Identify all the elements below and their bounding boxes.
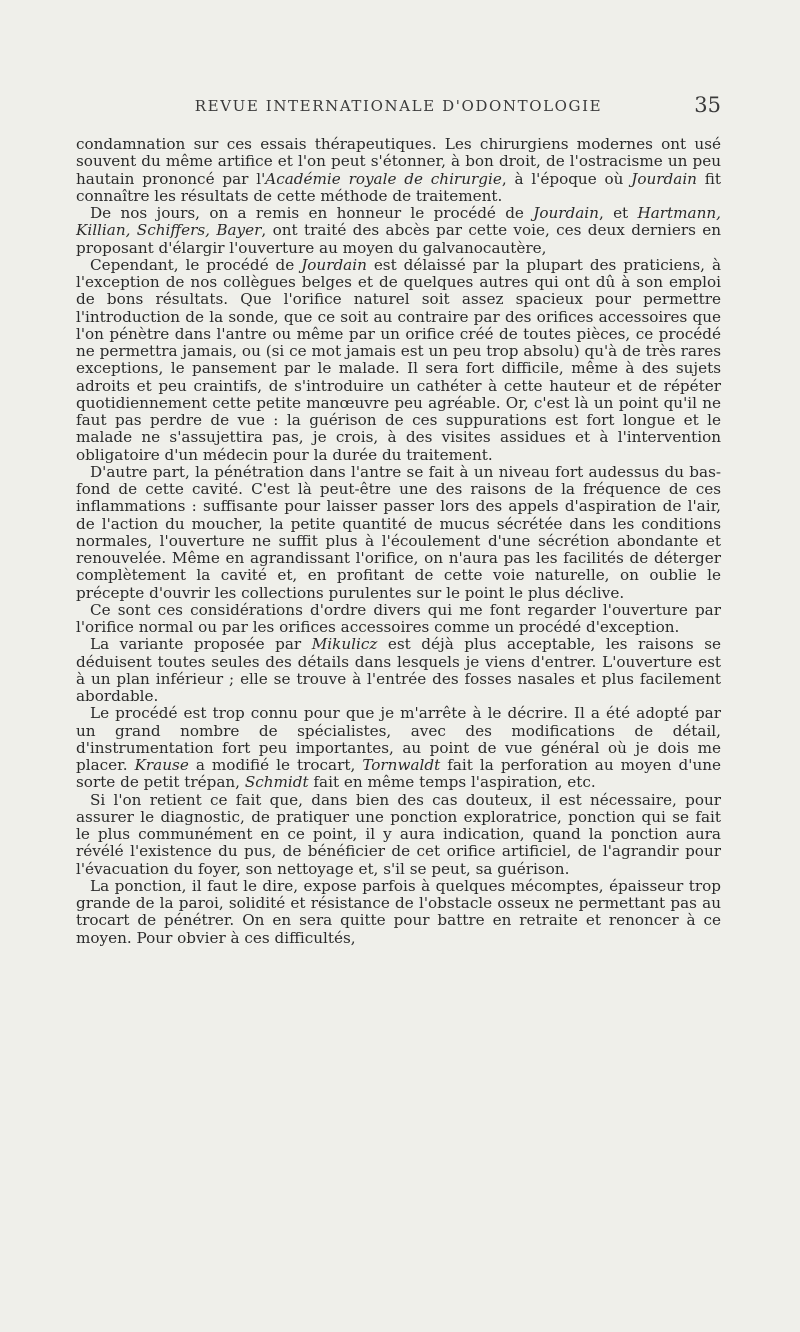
running-title: REVUE INTERNATIONALE D'ODONTOLOGIE bbox=[194, 97, 603, 115]
text-run: D'autre part, la pénétration dans l'antre se fait à un niveau fort audessus du bas-fond de cette cavité. C'est là peut-être une des raisons de la fréquence de ces inflammations : suffisante pour laisser passer lors des appels d'aspiration de l'air, de l'action du moucher, la petite quantité de mucus sécrétée dans les conditions normales, l'ouverture ne suffit plus à l'écoulement d'une sécrétion abondante et renouvelée. Même en agrandissant l'orifice, on n'aura pas les facilités de déterger complètement la cavité et, en profitant de cette voie naturelle, on oublie le précepte d'ouvrir les collections purulentes sur le point le plus déclive. bbox=[76, 462, 721, 602]
italic-name: Jourdain bbox=[533, 204, 599, 222]
italic-name: Hartmann, Killian, Schiffers, Bayer bbox=[76, 204, 721, 240]
text-run: condamnation sur ces essais thérapeutiques. Les chirurgiens modernes ont usé souvent du même artifice et l'on peut s'étonner, à bon droit, de l'ostracisme un peu hautain prononcé par l' bbox=[76, 135, 721, 188]
paragraph bbox=[76, 878, 721, 947]
text-run: Ce sont ces considérations d'ordre divers qui me font regarder l'ouverture par l'orifice normal ou par les orifices accessoires comme un procédé d'exception. bbox=[76, 600, 721, 636]
text-run: Le procédé est trop connu pour que je m'arrête à le décrire. Il a été adopté par un grand nombre de spécialistes, avec des modifications de détail, d'instrumentation fort peu importantes, au point de vue général où je dois me placer. bbox=[76, 704, 721, 774]
paragraph bbox=[76, 205, 721, 257]
text-run: La ponction, il faut le dire, expose parfois à quelques mécomptes, épaisseur trop grande de la paroi, solidité et résistance de l'obstacle osseux ne permettant pas au trocart de pénétrer. On en sera quitte pour battre en retraite et renoncer à ce moyen. Pour obvier à ces difficultés, bbox=[76, 876, 721, 947]
paragraph bbox=[76, 792, 721, 878]
text-run: a modifié le trocart, bbox=[188, 756, 363, 774]
text-run: fit connaître les résultats de cette méthode de traitement. bbox=[76, 169, 722, 205]
text-run: , ont traité des abcès par cette voie, ces deux derniers en proposant d'élargir l'ouverture au moyen du galvanocautère, bbox=[76, 221, 722, 257]
italic-name: Krause bbox=[134, 756, 189, 774]
paragraph bbox=[76, 705, 721, 791]
page-header bbox=[76, 93, 721, 117]
page-number: 35 bbox=[694, 93, 721, 117]
italic-name: Jourdain bbox=[631, 169, 697, 188]
text-run: De nos jours, on a remis en honneur le procédé de bbox=[90, 204, 534, 222]
text-run: fait en même temps l'aspiration, etc. bbox=[308, 773, 596, 792]
paragraph bbox=[76, 464, 721, 602]
italic-name: Schmidt bbox=[244, 773, 309, 792]
italic-name: Tornwaldt bbox=[362, 756, 441, 774]
text-run: fait la perforation au moyen d'une sorte de petit trépan, bbox=[76, 756, 721, 792]
paragraph bbox=[76, 636, 721, 705]
paragraph bbox=[76, 257, 721, 464]
body-text bbox=[76, 136, 721, 947]
text-run: Cependant, le procédé de bbox=[90, 255, 302, 274]
text-run: est déjà plus acceptable, les raisons se déduisent toutes seules des détails dans lesquels je viens d'entrer. L'ouverture est à un plan inférieur ; elle se trouve à l'entrée des fosses nasales et plus facilement abordable. bbox=[76, 635, 721, 705]
text-run: est délaissé par la plupart des praticiens, à l'exception de nos collègues belges et de quelques autres qui ont dû à son emploi de bons résultats. Que l'orifice naturel soit assez spacieux pour permettre l'introduction de la sonde, que ce soit au contraire par des orifices accessoires que l'on pénètre dans l'antre ou même par un orifice créé de toutes pièces, ce procédé ne permettra jamais, ou (si ce mot jamais est un peu trop absolu) qu'à de très rares exceptions, le pansement par le malade. Il sera fort difficile, même à des sujets adroits et peu craintifs, de s'introduire un cathéter à cette hauteur et de répéter quotidiennement cette petite manœuvre peu agréable. Or, c'est là un point qu'il ne faut pas perdre de vue : la guérison de ces suppurations est fort longue et le malade ne s'assujettira pas, je crois, à des visites assidues et à l'intervention obligatoire d'un médecin pour la durée du traitement. bbox=[76, 255, 721, 464]
text-run: , et bbox=[598, 204, 638, 222]
paragraph bbox=[76, 136, 721, 205]
italic-name: Jourdain bbox=[301, 255, 367, 274]
text-run: Si l'on retient ce fait que, dans bien des cas douteux, il est nécessaire, pour assurer le diagnostic, de pratiquer une ponction exploratrice, ponction qui se fait le plus communément en ce point, il y aura indication, quand la ponction aura révélé l'existence du pus, de bénéficier de cet orifice artificiel, de l'agrandir pour l'évacuation du foyer, son nettoyage et, s'il se peut, sa guérison. bbox=[76, 790, 721, 878]
italic-name: Académie royale de chirurgie bbox=[265, 169, 502, 188]
italic-name: Mikulicz bbox=[311, 635, 378, 654]
text-run: , à l'époque où bbox=[501, 169, 632, 188]
text-run: La variante proposée par bbox=[90, 635, 312, 654]
paragraph bbox=[76, 602, 721, 637]
